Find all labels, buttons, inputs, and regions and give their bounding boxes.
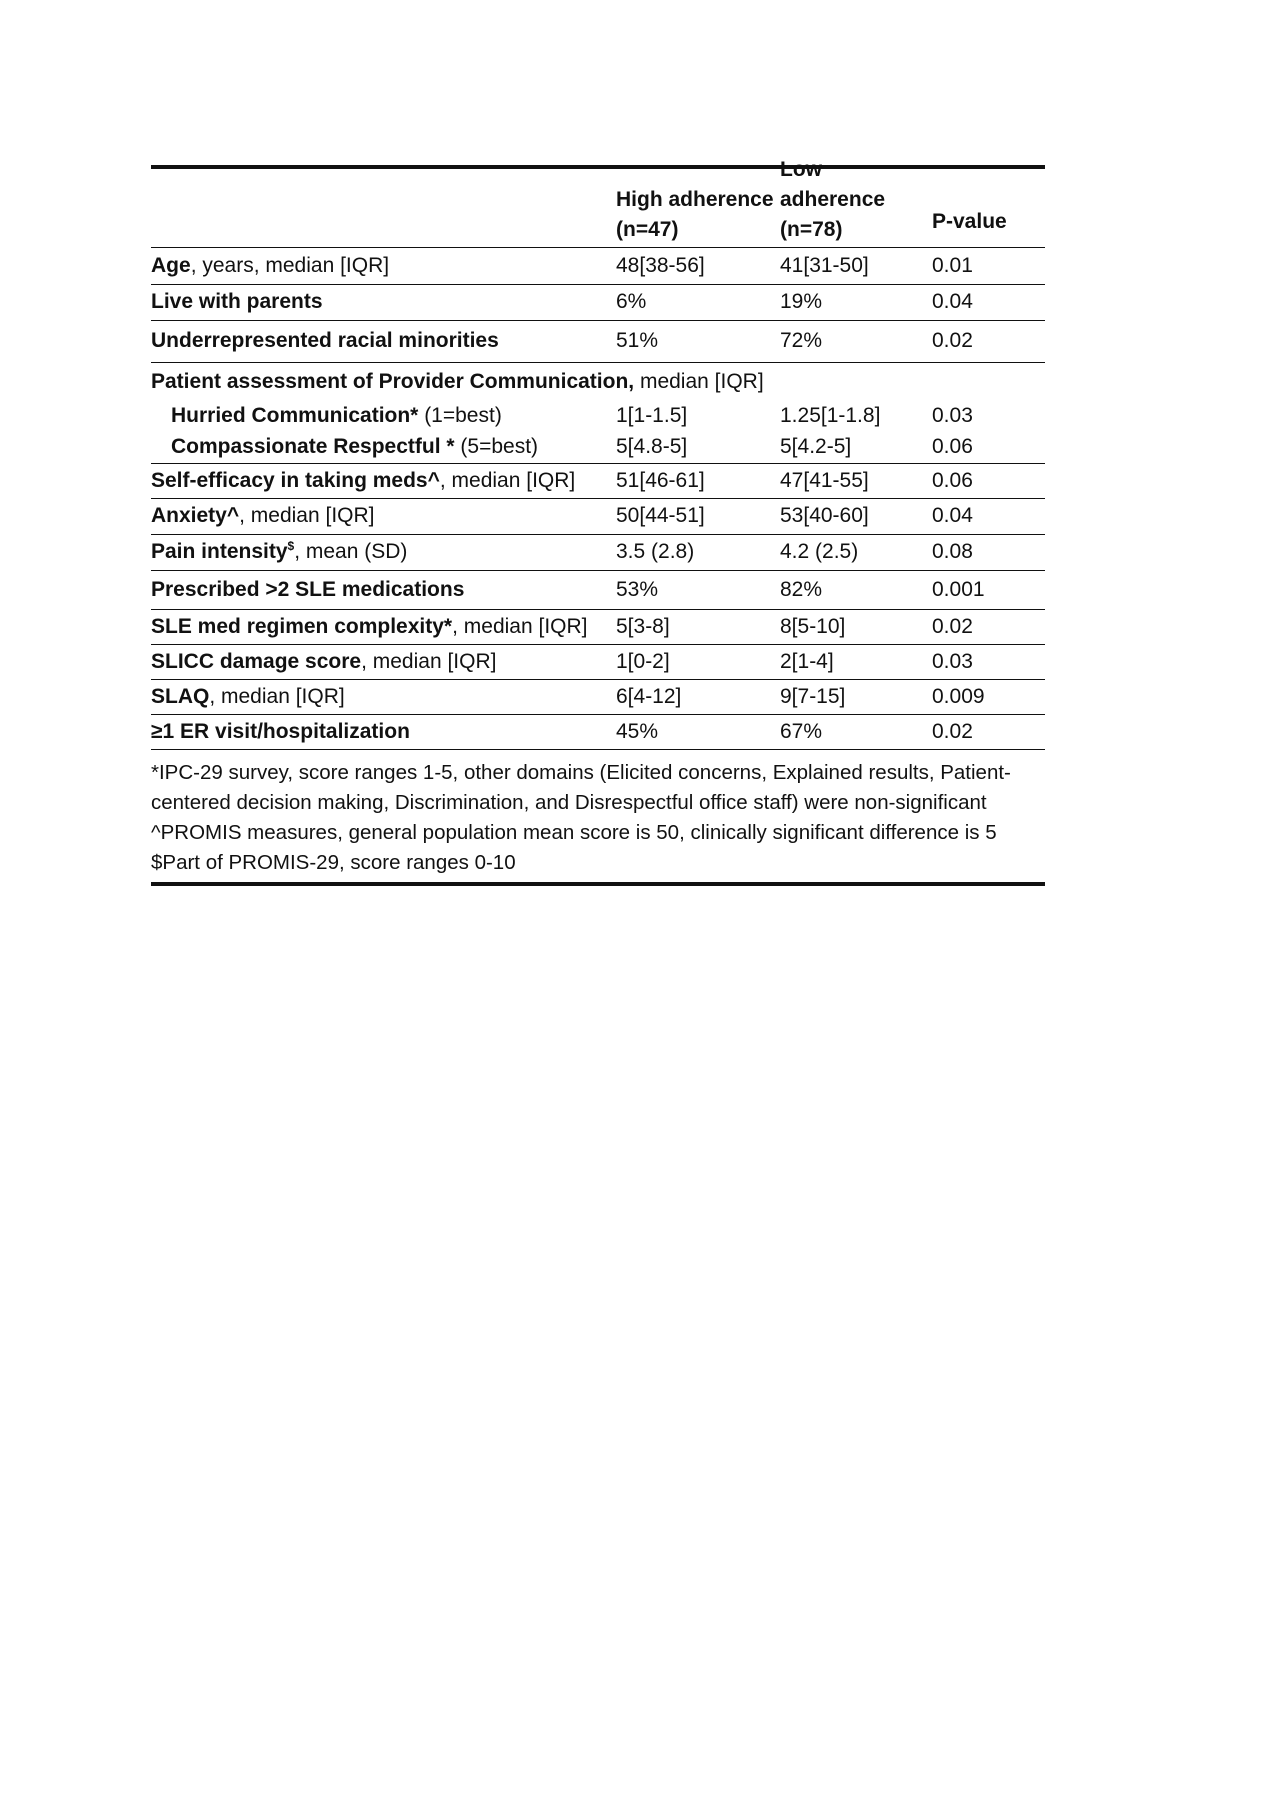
row-label: Underrepresented racial minorities xyxy=(151,329,499,353)
p-value: 0.04 xyxy=(932,504,973,528)
high-value: 51[46-61] xyxy=(616,468,705,492)
p-value: 0.02 xyxy=(932,614,973,638)
high-value: 3.5 (2.8) xyxy=(616,540,695,564)
low-value: 4.2 (2.5) xyxy=(780,540,859,564)
low-value: 67% xyxy=(780,719,823,743)
header-low-adherence: Low adherence (n=78) xyxy=(780,158,886,241)
header-p-value: P-value xyxy=(932,209,1007,233)
table-row xyxy=(151,610,1045,645)
table-row xyxy=(151,645,1045,680)
table-row xyxy=(151,680,1045,715)
row-label: Age, years, median [IQR] xyxy=(151,253,390,277)
low-value: 53[40-60] xyxy=(780,504,869,528)
low-value: 8[5-10] xyxy=(780,614,846,638)
row-label: Compassionate Respectful * (5=best) xyxy=(171,435,539,459)
p-value: 0.03 xyxy=(932,649,973,673)
row-label: SLAQ, median [IQR] xyxy=(151,684,345,708)
high-value: 1[1-1.5] xyxy=(616,404,688,428)
high-value: 53% xyxy=(616,577,659,601)
row-label: Hurried Communication* (1=best) xyxy=(171,404,502,428)
p-value: 0.03 xyxy=(932,404,973,428)
low-value: 47[41-55] xyxy=(780,468,869,492)
high-value: 51% xyxy=(616,329,659,353)
low-value: 19% xyxy=(780,290,823,314)
high-value: 6% xyxy=(616,290,647,314)
high-value: 1[0-2] xyxy=(616,649,670,673)
low-value: 82% xyxy=(780,577,823,601)
footnote: *IPC-29 survey, score ranges 1-5, other domains (Elicited concerns, Explained results, Patient-centered decision making, Discrimination, and Disrespectful office staff) were non-significant xyxy=(151,761,1011,814)
high-value: 50[44-51] xyxy=(616,504,705,528)
row-label: Patient assessment of Provider Communication, median [IQR] xyxy=(151,369,764,393)
table-row xyxy=(151,499,1045,535)
header-high-adherence: High adherence (n=47) xyxy=(616,188,774,241)
table-row xyxy=(151,715,1045,750)
p-value: 0.009 xyxy=(932,684,985,708)
high-value: 6[4-12] xyxy=(616,684,682,708)
row-label: Anxiety^, median [IQR] xyxy=(151,504,375,528)
table-row xyxy=(151,248,1045,285)
row-label: ≥1 ER visit/hospitalization xyxy=(151,719,410,743)
high-value: 5[4.8-5] xyxy=(616,435,688,459)
footnote: ^PROMIS measures, general population mean score is 50, clinically significant difference is 5 xyxy=(151,821,997,844)
high-value: 48[38-56] xyxy=(616,253,705,277)
table-row xyxy=(151,321,1045,363)
low-value: 2[1-4] xyxy=(780,649,834,673)
low-value: 72% xyxy=(780,329,823,353)
low-value: 5[4.2-5] xyxy=(780,435,852,459)
low-value: 1.25[1-1.8] xyxy=(780,404,881,428)
row-label: Pain intensity$, mean (SD) xyxy=(151,539,408,564)
p-value: 0.01 xyxy=(932,253,973,277)
row-label: SLICC damage score, median [IQR] xyxy=(151,649,497,673)
table-row xyxy=(151,401,1045,432)
p-value: 0.02 xyxy=(932,329,973,353)
p-value: 0.02 xyxy=(932,719,973,743)
row-label: Live with parents xyxy=(151,290,323,314)
p-value: 0.08 xyxy=(932,540,973,564)
table-row xyxy=(151,432,1045,464)
high-value: 45% xyxy=(616,719,659,743)
p-value: 0.06 xyxy=(932,435,973,459)
footnote: $Part of PROMIS-29, score ranges 0-10 xyxy=(151,851,516,874)
table-row xyxy=(151,535,1045,571)
results-table xyxy=(151,158,1045,886)
p-value: 0.001 xyxy=(932,577,985,601)
low-value: 41[31-50] xyxy=(780,253,869,277)
p-value: 0.06 xyxy=(932,468,973,492)
table-footnotes xyxy=(151,750,1045,882)
table-row xyxy=(151,571,1045,610)
table-header-row xyxy=(151,158,1045,248)
table-row xyxy=(151,464,1045,499)
low-value: 9[7-15] xyxy=(780,684,846,708)
row-label: SLE med regimen complexity*, median [IQR] xyxy=(151,614,588,638)
table-row xyxy=(151,285,1045,321)
p-value: 0.04 xyxy=(932,290,973,314)
high-value: 5[3-8] xyxy=(616,614,670,638)
row-label: Self-efficacy in taking meds^, median [IQR] xyxy=(151,468,576,492)
table-row xyxy=(151,363,1045,401)
row-label: Prescribed >2 SLE medications xyxy=(151,577,465,601)
